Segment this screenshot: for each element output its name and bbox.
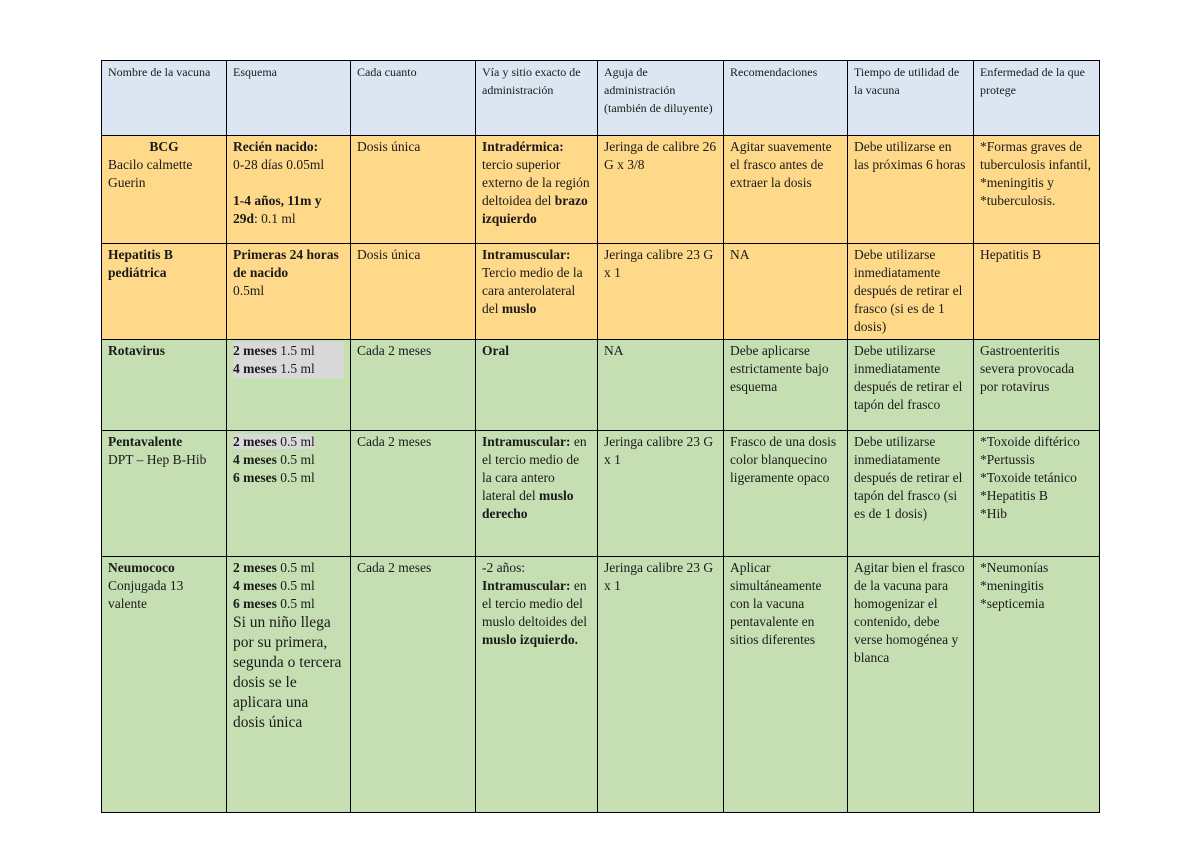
vaccine-subname: Conjugada 13 valente: [108, 578, 184, 611]
dose-age: 2 meses: [233, 434, 277, 449]
cell-nombre: [102, 244, 227, 340]
vaccine-name: BCG: [149, 139, 179, 154]
via-route: Intramuscular:: [482, 578, 571, 593]
via-site-bold: muslo: [501, 301, 537, 316]
cell-recomendaciones: Aplicar simultáneamente con la vacuna pentavalente en sitios diferentes: [724, 557, 848, 813]
cell-enfermedad: Gastroenteritis severa provocada por rotavirus: [974, 340, 1100, 431]
dose-amount: 0.5 ml: [276, 470, 315, 485]
table-row-neumococo: [102, 557, 1100, 813]
disease-item: *Pertussis: [980, 452, 1035, 467]
via-route: Oral: [482, 343, 509, 358]
vaccine-name: Hepatitis B pediátrica: [108, 247, 173, 280]
header-nombre: Nombre de la vacuna: [102, 61, 227, 136]
disease-item: *tuberculosis.: [980, 193, 1056, 208]
table-row-rotavirus: [102, 340, 1100, 431]
via-site-bold: muslo derecho: [482, 488, 574, 521]
dose-amount: 1.5 ml: [276, 361, 315, 376]
dose-amount: 0.5 ml: [276, 578, 315, 593]
dose-amount: 0.5 ml: [276, 434, 315, 449]
cell-tiempo: Debe utilizarse inmediatamente después de retirar el tapón del frasco: [848, 340, 974, 431]
vaccine-subname: DPT – Hep B-Hib: [108, 452, 207, 467]
cell-tiempo: Debe utilizarse inmediatamente después de retirar el tapón del frasco (si es de 1 dosis): [848, 431, 974, 557]
table-row-bcg: [102, 136, 1100, 244]
dose-age: 6 meses: [233, 596, 277, 611]
esquema-label: Recién nacido:: [233, 139, 319, 154]
cell-recomendaciones: Frasco de una dosis color blanquecino ligeramente opaco: [724, 431, 848, 557]
cell-esquema: [227, 431, 351, 557]
dose-age: 6 meses: [233, 470, 277, 485]
header-row: [102, 61, 1100, 136]
header-via: Vía y sitio exacto de administración: [476, 61, 598, 136]
vaccine-name: Rotavirus: [108, 343, 165, 358]
esquema-value: 0-28 días 0.05ml: [233, 157, 325, 172]
cell-aguja: Jeringa de calibre 26 G x 3/8: [598, 136, 724, 244]
esquema-label: Primeras 24 horas de nacido: [233, 247, 339, 280]
cell-recomendaciones: Debe aplicarse estrictamente bajo esquema: [724, 340, 848, 431]
cell-tiempo: Debe utilizarse inmediatamente después de retirar el frasco (si es de 1 dosis): [848, 244, 974, 340]
header-cada: Cada cuanto: [351, 61, 476, 136]
disease-item: *meningitis: [980, 578, 1044, 593]
dose-age: 4 meses: [233, 452, 277, 467]
disease-item: *Hepatitis B: [980, 488, 1048, 503]
dose-amount: 0.5 ml: [276, 452, 315, 467]
esquema-value: : 0.1 ml: [254, 211, 296, 226]
vaccine-table: [101, 60, 1100, 813]
via-age: -2 años:: [482, 560, 526, 575]
esquema-note: Si un niño llega por su primera, segunda o tercera dosis se le aplicara una dosis única: [233, 614, 342, 731]
header-enfermedad: Enfermedad de la que protege: [974, 61, 1100, 136]
via-site: tercio superior externo de la región deltoidea del: [482, 157, 590, 208]
via-route: Intramuscular:: [482, 434, 571, 449]
via-site: Tercio medio de la cara anterolateral del: [482, 265, 583, 316]
disease-item: *meningitis y: [980, 175, 1054, 190]
esquema-label: 1-4 años, 11m y 29d: [233, 193, 322, 226]
table-row-hepatitis: [102, 244, 1100, 340]
via-site-bold: muslo izquierdo.: [482, 632, 579, 647]
cell-aguja: Jeringa calibre 23 G x 1: [598, 244, 724, 340]
vaccine-name: Pentavalente: [108, 434, 183, 449]
cell-cada: Dosis única: [351, 136, 476, 244]
disease-item: *Toxoide tetánico: [980, 470, 1077, 485]
disease-item: *Neumonías: [980, 560, 1049, 575]
cell-enfermedad: [974, 431, 1100, 557]
cell-esquema: [227, 340, 351, 431]
cell-aguja: NA: [598, 340, 724, 431]
cell-esquema: [227, 557, 351, 813]
cell-aguja: Jeringa calibre 23 G x 1: [598, 557, 724, 813]
disease-item: *septicemia: [980, 596, 1045, 611]
cell-tiempo: Agitar bien el frasco de la vacuna para homogenizar el contenido, debe verse homogénea y blanca: [848, 557, 974, 813]
cell-enfermedad: [974, 136, 1100, 244]
dose-age: 2 meses: [233, 560, 277, 575]
cell-cada: Cada 2 meses: [351, 340, 476, 431]
cell-cada: Cada 2 meses: [351, 431, 476, 557]
via-site-bold: brazo izquierdo: [482, 193, 588, 226]
via-site: en el tercio medio de la cara antero lateral del: [482, 434, 587, 503]
cell-nombre: [102, 431, 227, 557]
cell-nombre: [102, 557, 227, 813]
cell-via: [476, 340, 598, 431]
dose-age: 2 meses: [233, 343, 277, 358]
cell-aguja: Jeringa calibre 23 G x 1: [598, 431, 724, 557]
disease-item: *Toxoide diftérico: [980, 434, 1080, 449]
dose-age: 4 meses: [233, 361, 277, 376]
header-esquema: Esquema: [227, 61, 351, 136]
cell-esquema: [227, 136, 351, 244]
cell-cada: Cada 2 meses: [351, 557, 476, 813]
vaccine-name: Neumococo: [108, 560, 175, 575]
cell-recomendaciones: Agitar suavemente el frasco antes de extraer la dosis: [724, 136, 848, 244]
disease-item: *Formas graves de tuberculosis infantil,: [980, 139, 1091, 172]
cell-via: [476, 557, 598, 813]
cell-via: [476, 431, 598, 557]
cell-enfermedad: [974, 557, 1100, 813]
cell-nombre: [102, 136, 227, 244]
via-site: en el tercio medio del muslo deltoides del: [482, 578, 587, 629]
via-route: Intradérmica:: [482, 139, 564, 154]
cell-via: [476, 244, 598, 340]
via-route: Intramuscular:: [482, 247, 571, 262]
header-aguja: Aguja de administración (también de diluyente): [598, 61, 724, 136]
cell-nombre: [102, 340, 227, 431]
esquema-value: 0.5ml: [233, 283, 265, 298]
vaccine-subname: Bacilo calmette Guerin: [108, 157, 193, 190]
disease-item: *Hib: [980, 506, 1007, 521]
cell-tiempo: Debe utilizarse en las próximas 6 horas: [848, 136, 974, 244]
cell-esquema: [227, 244, 351, 340]
dose-age: 4 meses: [233, 578, 277, 593]
cell-via: [476, 136, 598, 244]
cell-recomendaciones: NA: [724, 244, 848, 340]
dose-amount: 0.5 ml: [276, 560, 315, 575]
header-recomendaciones: Recomendaciones: [724, 61, 848, 136]
cell-cada: Dosis única: [351, 244, 476, 340]
dose-amount: 1.5 ml: [276, 343, 315, 358]
cell-enfermedad: Hepatitis B: [974, 244, 1100, 340]
dose-amount: 0.5 ml: [276, 596, 315, 611]
header-tiempo: Tiempo de utilidad de la vacuna: [848, 61, 974, 136]
table-row-pentavalente: [102, 431, 1100, 557]
